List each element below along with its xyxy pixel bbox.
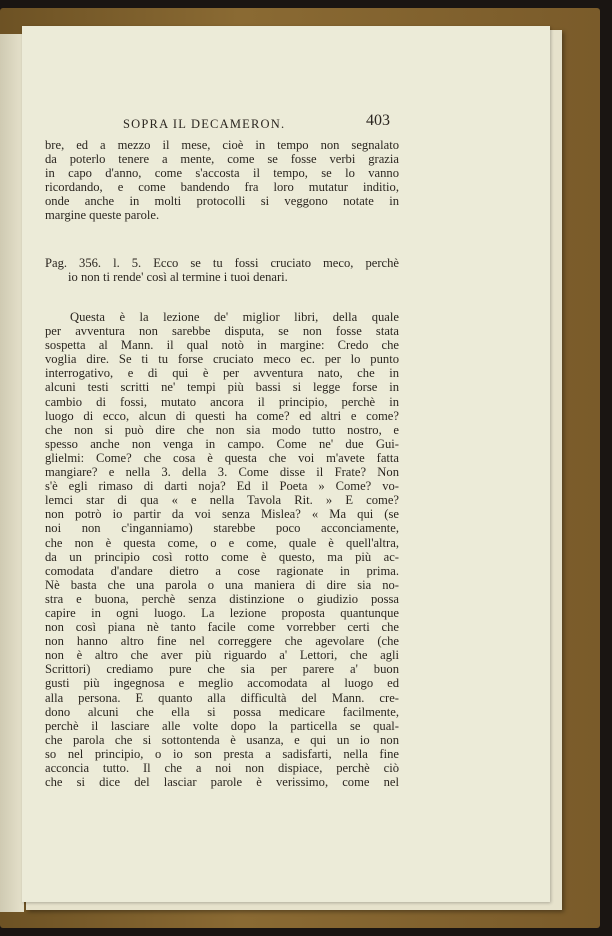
text-line: luogo di ecco, alcun di questi ha come? ed altri e come? bbox=[45, 408, 399, 423]
text-line: Questa è la lezione de' miglior libri, della quale bbox=[70, 310, 399, 324]
text-line: alcuni testi scritti ne' tempi più bassi si legge forse in bbox=[45, 380, 399, 395]
text-line: per avventura non sarebbe disputa, se non fosse stata bbox=[45, 324, 399, 339]
text-line: margine queste parole. bbox=[45, 208, 160, 223]
text-line: onde anche in molti protocolli si veggono notate in bbox=[45, 194, 399, 209]
text-line: noi non c'inganniamo) starebbe poco acconciamente, bbox=[45, 521, 399, 536]
text-line: dono alcuni che ella si possa medicare facilmente, bbox=[45, 704, 399, 719]
text-line: spesso anche non venga in campo. Come ne' due Gui- bbox=[45, 436, 399, 451]
text-line: interrogativo, e di qui è per avventura nato, che in bbox=[45, 366, 399, 381]
text-line: alla persona. E quanto alla difficultà del Mann. cre- bbox=[45, 690, 399, 705]
text-line: so nel principio, o io son presta a sadisfarti, nella fine bbox=[45, 746, 399, 761]
text-line: comodata d'andare dietro a cose ragionate in prima. bbox=[45, 563, 399, 578]
note-line: io non ti rende' così al termine i tuoi denari. bbox=[68, 270, 288, 285]
text-line: Nè basta che una parola o una maniera di dire sia no- bbox=[45, 577, 399, 592]
text-line: Scrittori) crediamo pure che sia per parere a' buon bbox=[45, 662, 399, 677]
text-line: voglia dire. Se ti tu forse cruciato meco ec. per lo punto bbox=[45, 352, 399, 367]
text-line: da un principio così rotto come è questo, ma più ac- bbox=[45, 549, 399, 564]
text-line: non è altro che aver più riguardo a' Lettori, che agli bbox=[45, 648, 399, 663]
page-header bbox=[123, 112, 390, 133]
text-line: cambio di fossi, mutato ancora il principio, perchè in bbox=[45, 394, 399, 409]
text-line: mangiare? e nella 3. della 3. Come disse il Frate? Non bbox=[45, 465, 399, 480]
text-line: non potrò io partir da voi senza Mislea? « Ma qui (se bbox=[45, 507, 399, 522]
text-line: gusti più ingegnosa e meglio accomodata al luogo ed bbox=[45, 676, 399, 691]
text-line: che non è questa come, o e come, quale è quell'altra, bbox=[45, 535, 399, 550]
text-line: stra e buona, perchè senza distinzione o giudizio possa bbox=[45, 591, 399, 606]
commentary-paragraph bbox=[45, 310, 399, 789]
note-heading bbox=[45, 256, 399, 284]
text-line: in capo d'anno, come s'accosta il tempo, se lo vanno bbox=[45, 166, 399, 181]
text-line: bre, ed a mezzo il mese, cioè in tempo non segnalato bbox=[45, 138, 399, 152]
note-line: Pag. 356. l. 5. Ecco se tu fossi cruciato meco, perchè bbox=[45, 256, 399, 270]
running-title: SOPRA IL DECAMERON. bbox=[123, 117, 286, 131]
text-line: s'è egli rimaso di darti noja? Ed il Poeta » Come? vo- bbox=[45, 479, 399, 494]
paragraph-continuation bbox=[45, 138, 399, 223]
text-line: che si dice del lasciar parole è verissimo, come nel bbox=[45, 775, 399, 790]
page-number: 403 bbox=[366, 112, 390, 129]
text-line: non hanno altro fine nel correggere che agevolare (che bbox=[45, 634, 399, 649]
text-line: lemci star di qua « e nella Tavola Rit. » E come? bbox=[45, 493, 399, 508]
text-line: sospetta al Mann. il qual notò in margine: Credo che bbox=[45, 338, 399, 353]
text-line: perchè il lasciare alle volte dopo la particella se qual- bbox=[45, 718, 399, 733]
text-line: acconcia tutto. Il che a noi non dispiace, perchè ciò bbox=[45, 761, 399, 775]
text-line: che parola che si sottontenda è usanza, e qui un io non bbox=[45, 732, 399, 747]
text-line: ricordando, e come bandendo fra loro mutatur inditio, bbox=[45, 180, 399, 195]
text-line: capire in ogni luogo. La lezione proposta quantunque bbox=[45, 605, 399, 620]
text-line: da poterlo tenere a mente, come se fosse verbi grazia bbox=[45, 152, 399, 167]
text-line: non così piana nè tanto facile come vorrebber certi che bbox=[45, 620, 399, 635]
text-line: che non si può dire che non sia modo tutto nostro, e bbox=[45, 422, 399, 437]
facing-page-edge bbox=[0, 34, 24, 912]
text-line: glielmi: Come? che cosa è questa che voi m'avete fatta bbox=[45, 450, 399, 465]
